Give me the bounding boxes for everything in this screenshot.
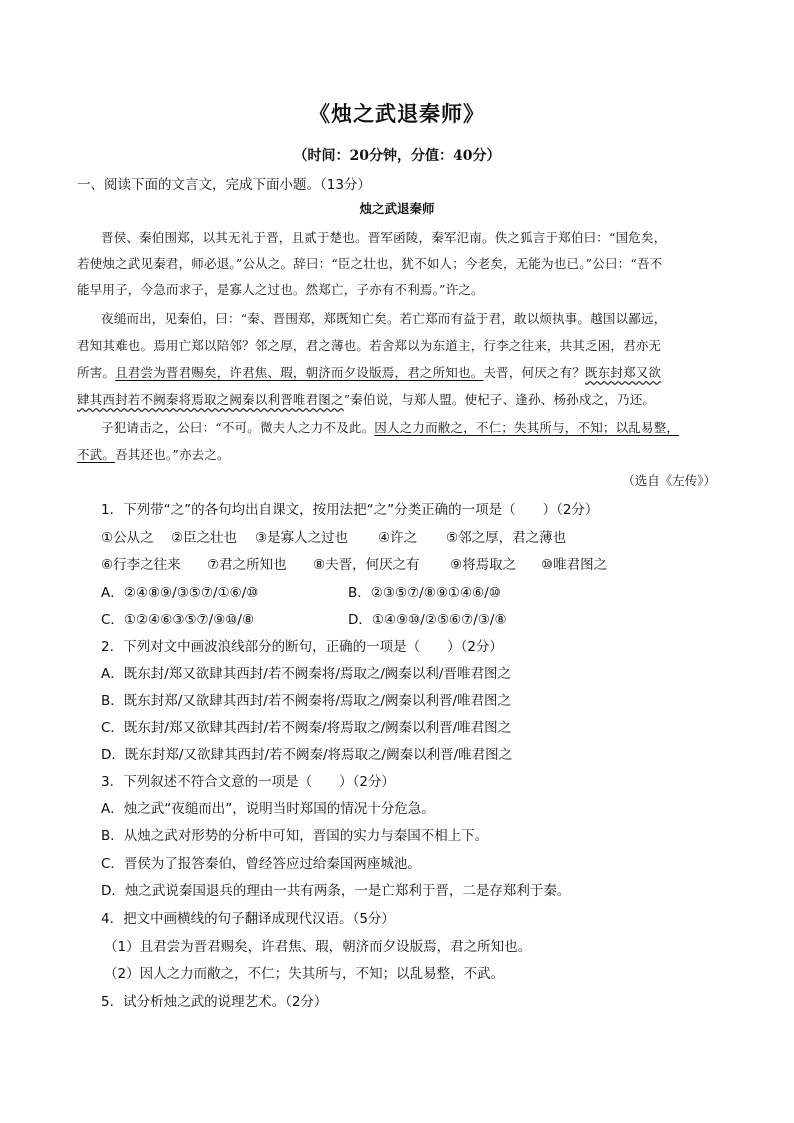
question-2-option-b: B．既东封郑/又欲肆其西封/若不阙秦将/焉取之/阙秦以利晋/唯君图之 <box>101 693 512 709</box>
passage-line: 晋侯、秦伯围郑，以其无礼于晋，且贰于楚也。晋军函陵，秦军氾南。佚之狐言于郑伯曰：“国危矣， <box>101 230 667 245</box>
question-1-items-row <box>101 553 607 573</box>
question-1-option-d: D．①④⑨⑩/②⑤⑥⑦/③/⑧ <box>348 612 507 628</box>
question-2-option-d: D．既东封郑/又欲肆其西封/若不阙秦/将焉取之/阙秦以利晋/唯君图之 <box>101 747 513 763</box>
q1-item: ⑦君之所知也 <box>207 557 287 573</box>
question-1-option-a: A．②④⑧⑨/③⑤⑦/①⑥/⑩ <box>101 585 259 601</box>
q1-item: ⑩唯君图之 <box>541 557 608 573</box>
passage-line: 若使烛之武见秦君，师必退。”公从之。辞曰：“臣之壮也，犹不如人；今老矣，无能为也已。”公曰：“吾不 <box>77 256 663 271</box>
passage-title: 烛之武退秦师 <box>359 201 435 216</box>
q1-item: ⑥行李之往来 <box>101 557 181 573</box>
section-heading: 一、阅读下面的文言文，完成下面小题。（13分） <box>77 177 371 193</box>
wavy-line-segment: 肆其西封若不阙秦将焉取之阙秦以利晋唯君图之 <box>77 392 344 407</box>
question-3-option-d: D．烛之武说秦国退兵的理由一共有两条，一是亡郑利于晋，二是存郑利于秦。 <box>101 883 571 899</box>
question-1-stem: 1．下列带“之”的各句均出自课文，按用法把“之”分类正确的一项是（ ）（2分） <box>101 502 599 518</box>
question-3-option-c: C．晋侯为了报答秦伯，曾经答应过给秦国两座城池。 <box>101 856 421 872</box>
question-2-stem: 2．下列对文中画波浪线部分的断句，正确的一项是（ ）（2分） <box>101 639 503 655</box>
q1-item: ②臣之壮也 <box>171 530 238 546</box>
passage-line: 君知其难也。焉用亡郑以陪邻？邻之厚，君之薄也。若舍郑以为东道主，行李之往来，共其乏困，君亦无 <box>77 338 662 353</box>
underlined-sentence-2: 因人之力而敝之，不仁；失其所与，不知；以乱易整， <box>374 420 680 435</box>
wavy-line-segment: 既东封郑又欲 <box>585 365 662 380</box>
q1-item: ①公从之 <box>101 530 154 546</box>
passage-text: 夫晋，何厌之有？ <box>483 365 586 380</box>
passage-line <box>77 363 661 381</box>
question-2-option-a: A．既东封/郑又欲肆其西封/若不阙秦将/焉取之/阙秦以利/晋唯君图之 <box>101 666 511 682</box>
passage-source: （选自《左传》） <box>622 473 716 488</box>
passage-text: 子犯请击之，公曰：“不可。微夫人之力不及此。 <box>101 420 375 435</box>
passage-line <box>101 418 679 436</box>
question-3-option-a: A．烛之武“夜缒而出”，说明当时郑国的情况十分危急。 <box>101 801 435 817</box>
question-1-items-row <box>101 526 566 546</box>
passage-line <box>77 445 230 463</box>
q1-item: ④许之 <box>378 530 418 546</box>
passage-text: 吾其还也。”亦去之。 <box>115 447 230 462</box>
question-4-sentence-2: （2）因人之力而敝之，不仁；失其所与，不知；以乱易整，不武。 <box>104 966 505 982</box>
q1-item: ③是寡人之过也 <box>255 530 349 546</box>
passage-line: 夜缒而出，见秦伯，曰：“秦、晋围郑，郑既知亡矣。若亡郑而有益于君，敢以烦执事。越国以鄙远， <box>101 311 667 326</box>
question-1-option-c: C．①②④⑥③⑤⑦/⑨⑩/⑧ <box>101 612 255 628</box>
question-1-option-b: B．②③⑤⑦/⑧⑨①④⑥/⑩ <box>348 585 501 601</box>
passage-line <box>77 390 655 408</box>
q1-item: ⑨将焉取之 <box>450 557 517 573</box>
underlined-sentence-2: 不武。 <box>77 447 116 462</box>
time-score-info: （时间：20分钟，分值：40分） <box>293 148 501 164</box>
question-3-stem: 3．下列叙述不符合文意的一项是（ ）（2分） <box>101 774 395 790</box>
question-2-option-c: C．既东封/郑又欲肆其西封/若不阙秦/将焉取之/阙秦以利晋/唯君图之 <box>101 720 512 736</box>
question-5-stem: 5．试分析烛之武的说理艺术。（2分） <box>101 994 328 1010</box>
passage-line: 能早用子，今急而求子，是寡人之过也。然郑亡，子亦有不利焉。”许之。 <box>77 282 484 297</box>
passage-text: ”秦伯说，与郑人盟。使杞子、逢孙、杨孙戍之，乃还。 <box>343 392 656 407</box>
question-4-stem: 4．把文中画横线的句子翻译成现代汉语。（5分） <box>101 911 395 927</box>
underlined-sentence-1: 且君尝为晋君赐矣，许君焦、瑕，朝济而夕设版焉，君之所知也。 <box>115 365 484 380</box>
q1-item: ⑧夫晋，何厌之有 <box>313 557 420 573</box>
question-4-sentence-1: （1）且君尝为晋君赐矣，许君焦、瑕，朝济而夕设版焉，君之所知也。 <box>104 939 532 955</box>
page-title: 《烛之武退秦师》 <box>309 101 485 126</box>
q1-item: ⑤邻之厚，君之薄也 <box>446 530 567 546</box>
question-3-option-b: B．从烛之武对形势的分析中可知，晋国的实力与秦国不相上下。 <box>101 828 489 844</box>
passage-text: 所害。 <box>77 365 116 380</box>
